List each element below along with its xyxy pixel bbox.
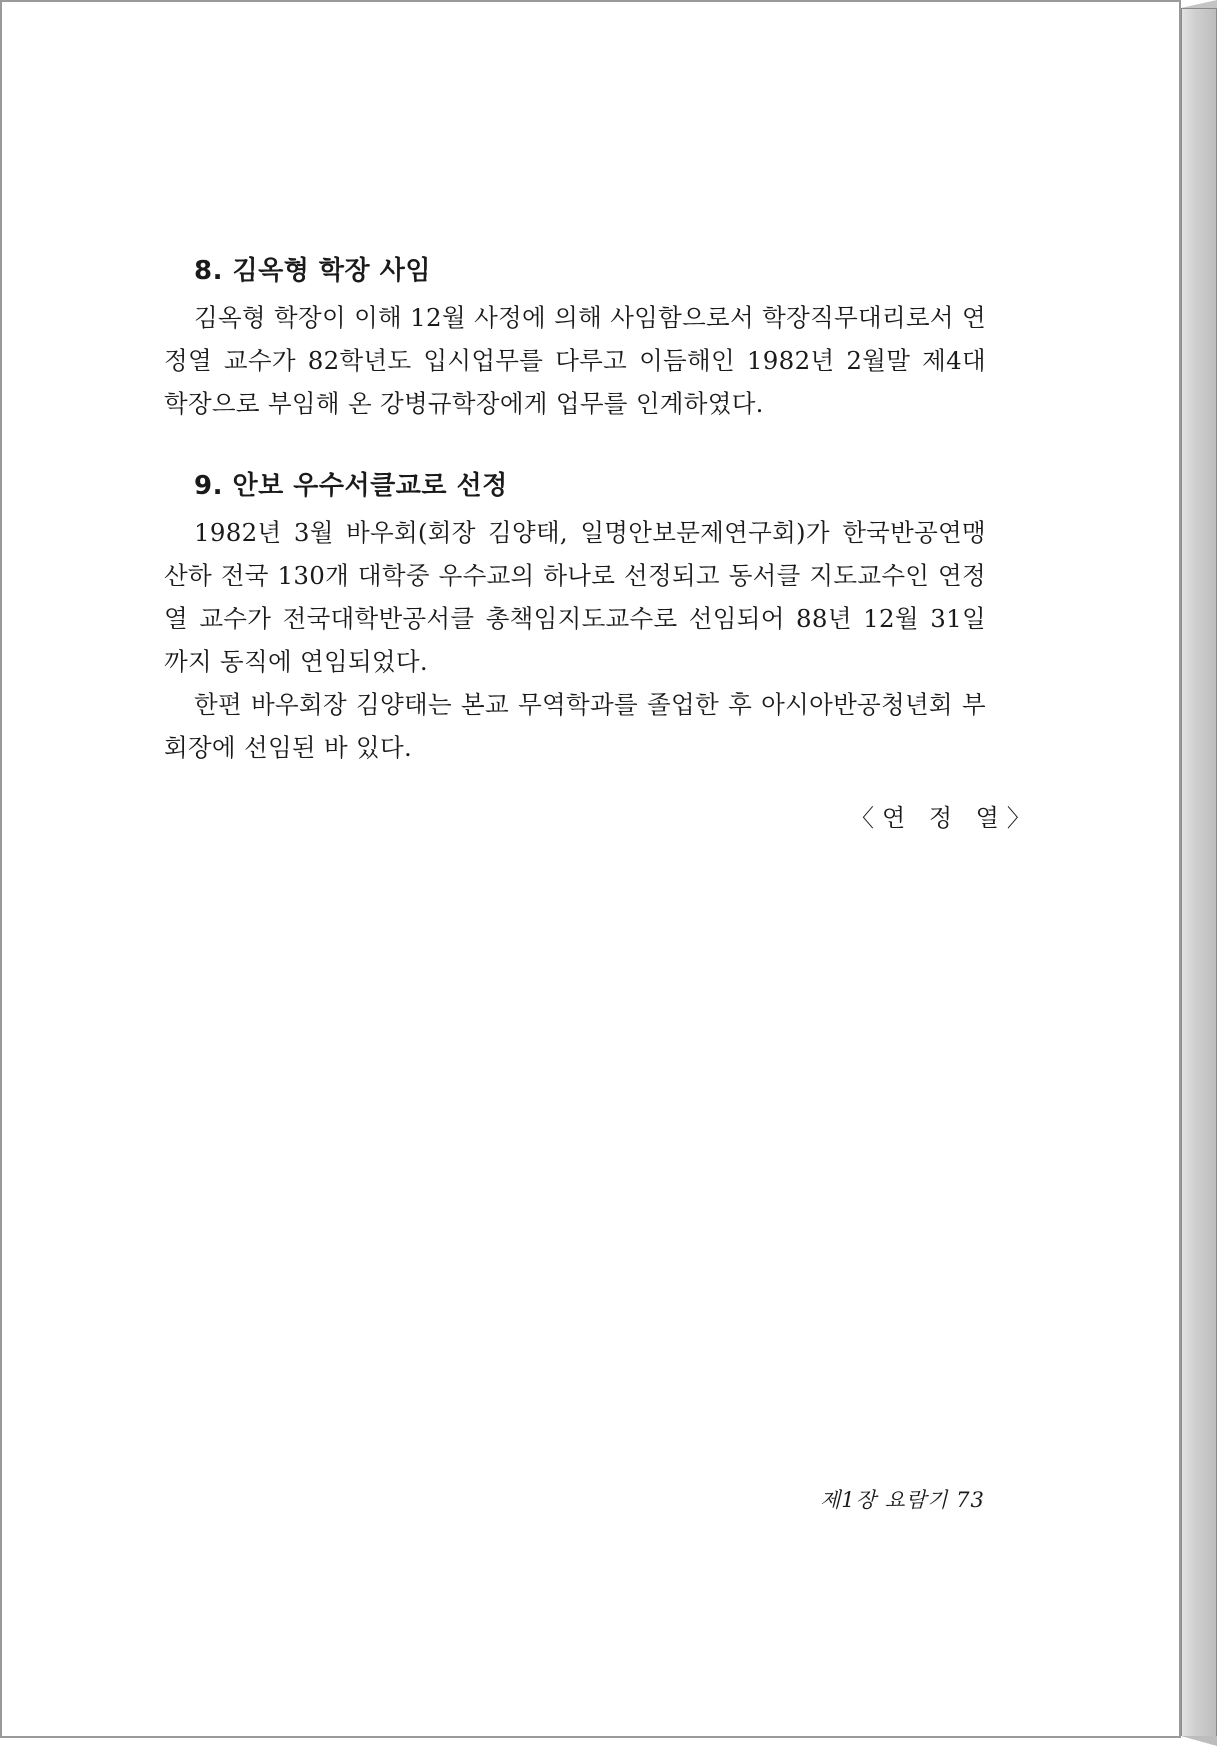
section-paragraph: 한편 바우회장 김양태는 본교 무역학과를 졸업한 후 아시아반공청년회 부회장에 선임된 바 있다. [164, 690, 986, 762]
page-stack-edge [1181, 8, 1217, 1738]
page-footer: 제1장 요람기 73 [820, 1488, 985, 1512]
section-heading: 8. 김옥형 학장 사임 [194, 256, 431, 286]
section-paragraph: 1982년 3월 바우회(회장 김양태, 일명안보문제연구회)가 한국반공연맹 산하 전국 130개 대학중 우수교의 하나로 선정되고 동서클 지도교수인 연정열 교수가 전국대학반공서클 총책임지도교수로 선임되어 88년 12월 31일까지 동직에 연임되었다. [164, 518, 986, 676]
page-edge-bottom [1181, 1736, 1217, 1746]
section-heading: 9. 안보 우수서클교로 선정 [194, 471, 508, 501]
page-content [164, 252, 986, 811]
section-paragraph: 김옥형 학장이 이해 12월 사정에 의해 사임함으로서 학장직무대리로서 연정열 교수가 82학년도 입시업무를 다루고 이듬해인 1982년 2월말 제4대 학장으로 부임해 온 강병규학장에게 업무를 인계하였다. [164, 303, 986, 418]
section-8 [164, 252, 986, 425]
author-signature: 〈연 정 열〉 [850, 804, 1039, 832]
page-edge-top [1181, 0, 1217, 8]
section-9 [164, 467, 986, 769]
